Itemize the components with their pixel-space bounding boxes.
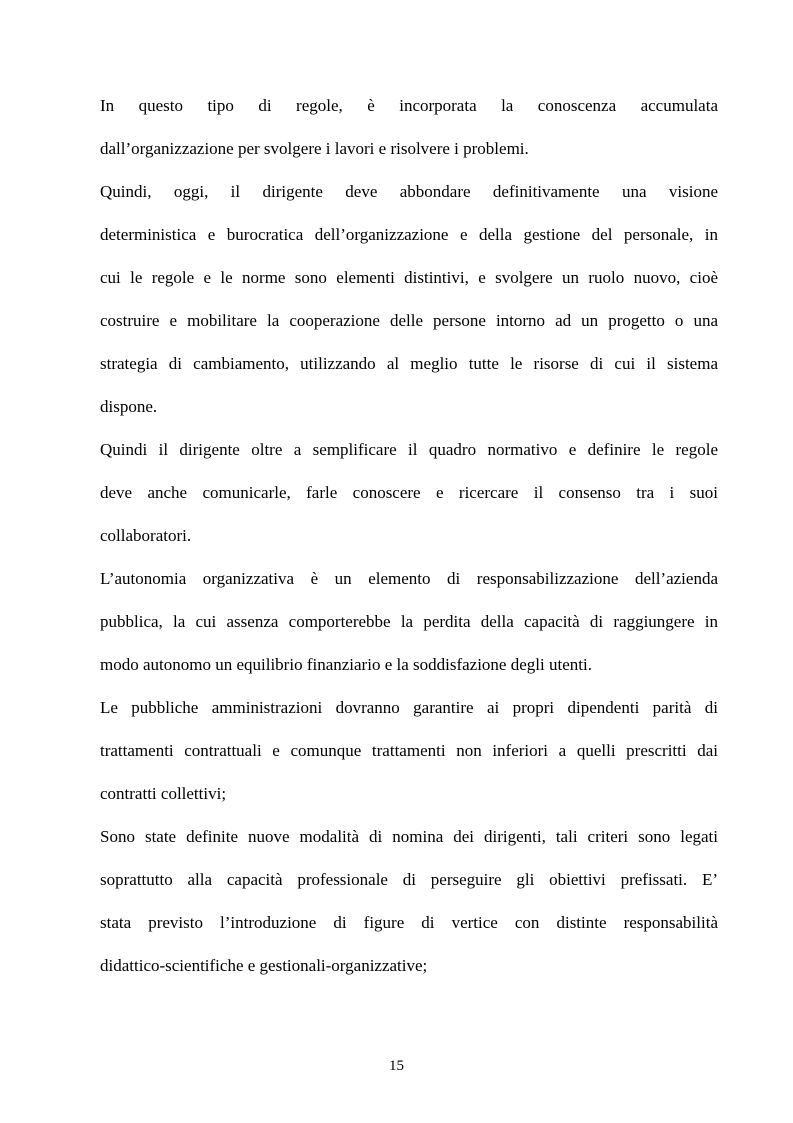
text-line: deve anche comunicarle, farle conoscere e ricercare il consenso tra i suoi (100, 483, 718, 502)
text-line: Quindi il dirigente oltre a semplificare il quadro normativo e definire le regole (100, 440, 718, 459)
text-line: dispone. (100, 397, 158, 416)
text-line: Le pubbliche amministrazioni dovranno garantire ai propri dipendenti parità di (100, 698, 718, 717)
text-line: strategia di cambiamento, utilizzando al meglio tutte le risorse di cui il sistema (100, 354, 718, 373)
text-line: trattamenti contrattuali e comunque trattamenti non inferiori a quelli prescritti dai (100, 741, 718, 760)
text-line: pubblica, la cui assenza comporterebbe la perdita della capacità di raggiungere in (100, 612, 718, 631)
text-line: stata previsto l’introduzione di figure di vertice con distinte responsabilità (100, 913, 718, 932)
text-line: didattico-scientifiche e gestionali-organizzative; (100, 956, 428, 975)
text-line: In questo tipo di regole, è incorporata la conoscenza accumulata (100, 96, 718, 115)
page-number: 15 (389, 1058, 404, 1074)
text-line: dall’organizzazione per svolgere i lavori e risolvere i problemi. (100, 139, 529, 158)
body-text (100, 84, 718, 987)
text-line: Sono state definite nuove modalità di nomina dei dirigenti, tali criteri sono legati (100, 827, 718, 846)
text-line: contratti collettivi; (100, 784, 227, 803)
text-line: modo autonomo un equilibrio finanziario e la soddisfazione degli utenti. (100, 655, 592, 674)
text-line: Quindi, oggi, il dirigente deve abbondare definitivamente una visione (100, 182, 718, 201)
text-line: cui le regole e le norme sono elementi distintivi, e svolgere un ruolo nuovo, cioè (100, 268, 718, 287)
text-line: deterministica e burocratica dell’organizzazione e della gestione del personale, in (100, 225, 718, 244)
text-line: soprattutto alla capacità professionale di perseguire gli obiettivi prefissati. E’ (100, 870, 718, 889)
text-line: costruire e mobilitare la cooperazione delle persone intorno ad un progetto o una (100, 311, 718, 330)
text-line: collaboratori. (100, 526, 192, 545)
text-line: L’autonomia organizzativa è un elemento di responsabilizzazione dell’azienda (100, 569, 718, 588)
